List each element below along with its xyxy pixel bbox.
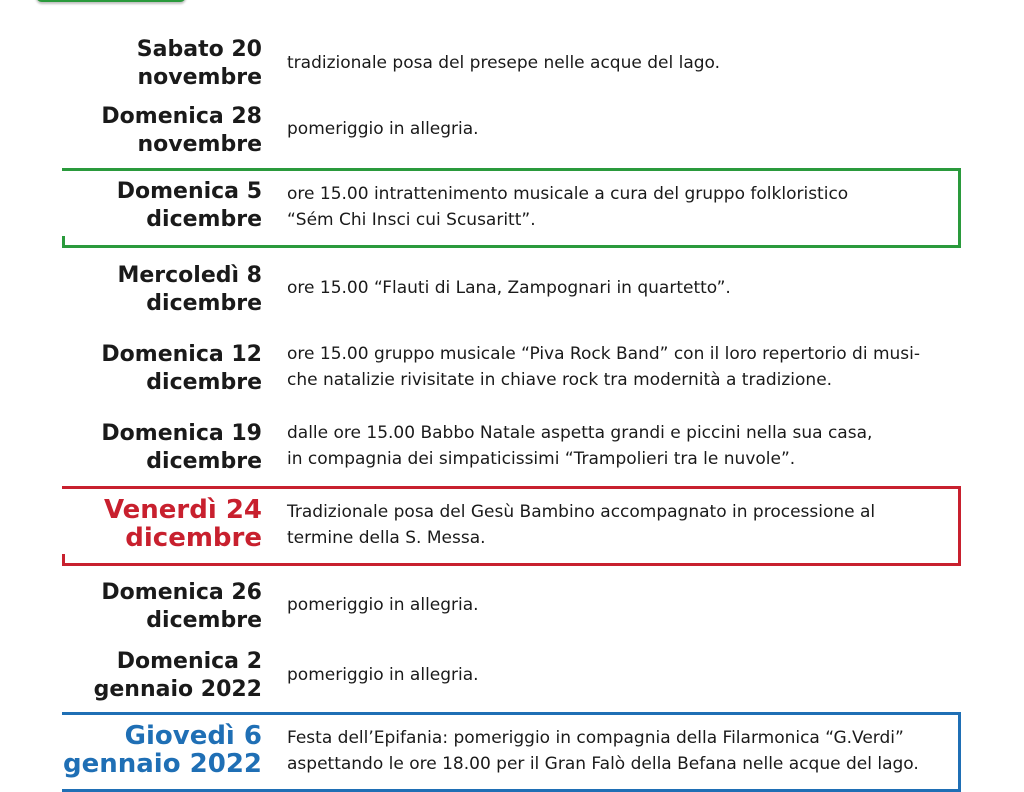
event-description-line: termine della S. Messa. bbox=[287, 528, 486, 548]
event-date-line1: Domenica 26 bbox=[101, 580, 262, 605]
event-description-line: ore 15.00 gruppo musicale “Piva Rock Band” con il loro repertorio di musi- bbox=[287, 344, 921, 364]
event-description-line: che natalizie rivisitate in chiave rock tra modernità a tradizione. bbox=[287, 370, 833, 390]
event-description-line: Festa dell’Epifania: pomeriggio in compagnia della Filarmonica “G.Verdi” bbox=[287, 728, 904, 748]
event-date-line2: gennaio 2022 bbox=[93, 677, 262, 702]
event-date-line1: Domenica 19 bbox=[101, 421, 262, 446]
event-description-line: pomeriggio in allegria. bbox=[287, 595, 479, 615]
event-description bbox=[287, 662, 967, 688]
event-description bbox=[287, 592, 967, 618]
event-date-line1: Domenica 12 bbox=[101, 342, 262, 367]
event-date-line2: dicembre bbox=[146, 291, 262, 316]
event-date-line1: Domenica 28 bbox=[101, 104, 262, 129]
event-description bbox=[287, 50, 967, 76]
header-tab bbox=[36, 0, 186, 2]
event-date bbox=[22, 262, 262, 318]
event-date bbox=[22, 722, 262, 778]
event-date bbox=[22, 420, 262, 476]
event-description bbox=[287, 275, 967, 301]
event-description bbox=[287, 181, 967, 233]
event-date bbox=[22, 36, 262, 92]
event-description-line: Tradizionale posa del Gesù Bambino accompagnato in processione al bbox=[287, 502, 876, 522]
event-description bbox=[287, 499, 967, 551]
event-description-line: pomeriggio in allegria. bbox=[287, 665, 479, 685]
event-date-line2: novembre bbox=[137, 132, 262, 157]
event-date-line2: dicembre bbox=[125, 523, 262, 553]
event-date-line1: Giovedì 6 bbox=[124, 721, 262, 751]
event-date bbox=[22, 648, 262, 704]
event-date-line1: Venerdì 24 bbox=[103, 495, 262, 525]
event-date-line1: Mercoledì 8 bbox=[117, 263, 262, 288]
event-description bbox=[287, 116, 967, 142]
event-date-line1: Sabato 20 bbox=[136, 37, 262, 62]
event-date-line2: dicembre bbox=[146, 207, 262, 232]
event-description-line: tradizionale posa del presepe nelle acque del lago. bbox=[287, 53, 721, 73]
event-description-line: in compagnia dei simpaticissimi “Trampolieri tra le nuvole”. bbox=[287, 449, 796, 469]
box-corner-red bbox=[62, 554, 65, 566]
event-description-line: dalle ore 15.00 Babbo Natale aspetta grandi e piccini nella sua casa, bbox=[287, 423, 873, 443]
event-description-line: ore 15.00 “Flauti di Lana, Zampognari in quartetto”. bbox=[287, 278, 731, 298]
event-description-line: pomeriggio in allegria. bbox=[287, 119, 479, 139]
event-date-line1: Domenica 5 bbox=[116, 179, 262, 204]
event-date bbox=[22, 103, 262, 159]
event-description bbox=[287, 341, 967, 393]
event-date-line1: Domenica 2 bbox=[116, 649, 262, 674]
event-description bbox=[287, 725, 967, 777]
event-date bbox=[22, 341, 262, 397]
event-date-line2: gennaio 2022 bbox=[63, 749, 262, 779]
event-date-line2: dicembre bbox=[146, 608, 262, 633]
event-date bbox=[22, 496, 262, 552]
event-description-line: aspettando le ore 18.00 per il Gran Falò della Befana nelle acque del lago. bbox=[287, 754, 919, 774]
event-date-line2: dicembre bbox=[146, 370, 262, 395]
event-date-line2: dicembre bbox=[146, 449, 262, 474]
event-description-line: “Sém Chi Insci cui Scusaritt”. bbox=[287, 210, 536, 230]
event-date bbox=[22, 579, 262, 635]
event-date-line2: novembre bbox=[137, 65, 262, 90]
event-description-line: ore 15.00 intrattenimento musicale a cura del gruppo folkloristico bbox=[287, 184, 849, 204]
event-date bbox=[22, 178, 262, 234]
box-corner-green bbox=[62, 236, 65, 248]
event-description bbox=[287, 420, 967, 472]
